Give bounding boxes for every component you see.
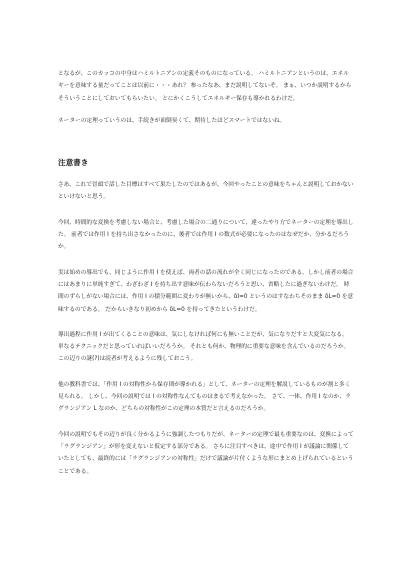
paragraph-hamiltonian: となるが、このカッコの中身はハミルトニアンの定義そのものになっている。 ハミルトニアンというのは、エネルギーを意味する量だってことは以前に・・・あれ？ 参ったなあ、まだ説明してないぞ。 まぁ、いつか説明するからそういうことにしておいてもらいたい。 とにかくこうしてエネルギー保存も導かれるわけだ。 (58, 71, 352, 102)
paragraph-note-4: 導出過程に作用 I が出てくることの意味は、気にしなければ何にも無いことだが、気になりだすと大変気になる。 単なるテクニックだと思っていればいいだろうか。 それとも何か、物理的に重要な意味を含んでいるのだろうか。 この辺りの謎(?)は読者が考えるように残しておこう。 (58, 331, 350, 363)
paragraph-note-5: 他の教科書では、「作用 I の対称性から保存則が導かれる」として、ネーターの定理を解説しているものが割と多く見られる。 しかし、今回の説明では I の対称性なんてものはまるで考えなかった。 さて、一体、作用 I なのか、ラグランジアン L なのか、どちらの対称性がこの定理の本質だと言えるのだろうか。 (58, 381, 351, 413)
paragraph-noether-remark: ネーターの定理っていうのは、手続きが面倒臭くて、期待したほどスマートではないね。 (58, 117, 286, 124)
paragraph-note-3: 実は始めの導出でも、同じように作用 I を使えば、両者の話の流れが全く同じになったのである。しかし前者の場合にはあまりに単純すぎて、わざわざ I を持ち出す意味が伝わらないだろうと思い、省略したに過ぎないわけだ。 時間のずらしがない場合には、作用 I の積分範囲に変わりが無いから、δI=0 というのはすなわちそのまま δL=0 を意味するのである。 だからいきなり初めから δL=0 を持ってきたというわけだ。 (58, 269, 354, 313)
paragraph-note-6: 今回の説明でもその辺りが良く分かるように強調したつもりだが、ネーターの定理で最も重要なのは、変換によって「ラグランジアン」が形を変えないと仮定する部分である。 さらに注目すべきは、途中で作用 I が議論に関係していたとしても、最終的には「ラグランジアンの対称性」だけで議論が片付くような形にまとめ上げられているということである。 (58, 431, 354, 475)
paragraph-note-1: さあ、これで冒頭で話した目標はすべて果たしたのではあるが、今回やったことの意味をちゃんと説明しておかないといけないと思う。 (58, 182, 354, 201)
section-heading: 注意書き (58, 158, 89, 168)
paragraph-note-2: 今回、時間的な変換を考慮しない場合と、考慮した場合の二通りについて、違ったやり方でネーターの定理を導出した。 前者では作用 I を持ち出さなかったのに、後者では作用 I の数式が必要になったのはなぜだか、分かるだろうか。 (58, 219, 354, 251)
